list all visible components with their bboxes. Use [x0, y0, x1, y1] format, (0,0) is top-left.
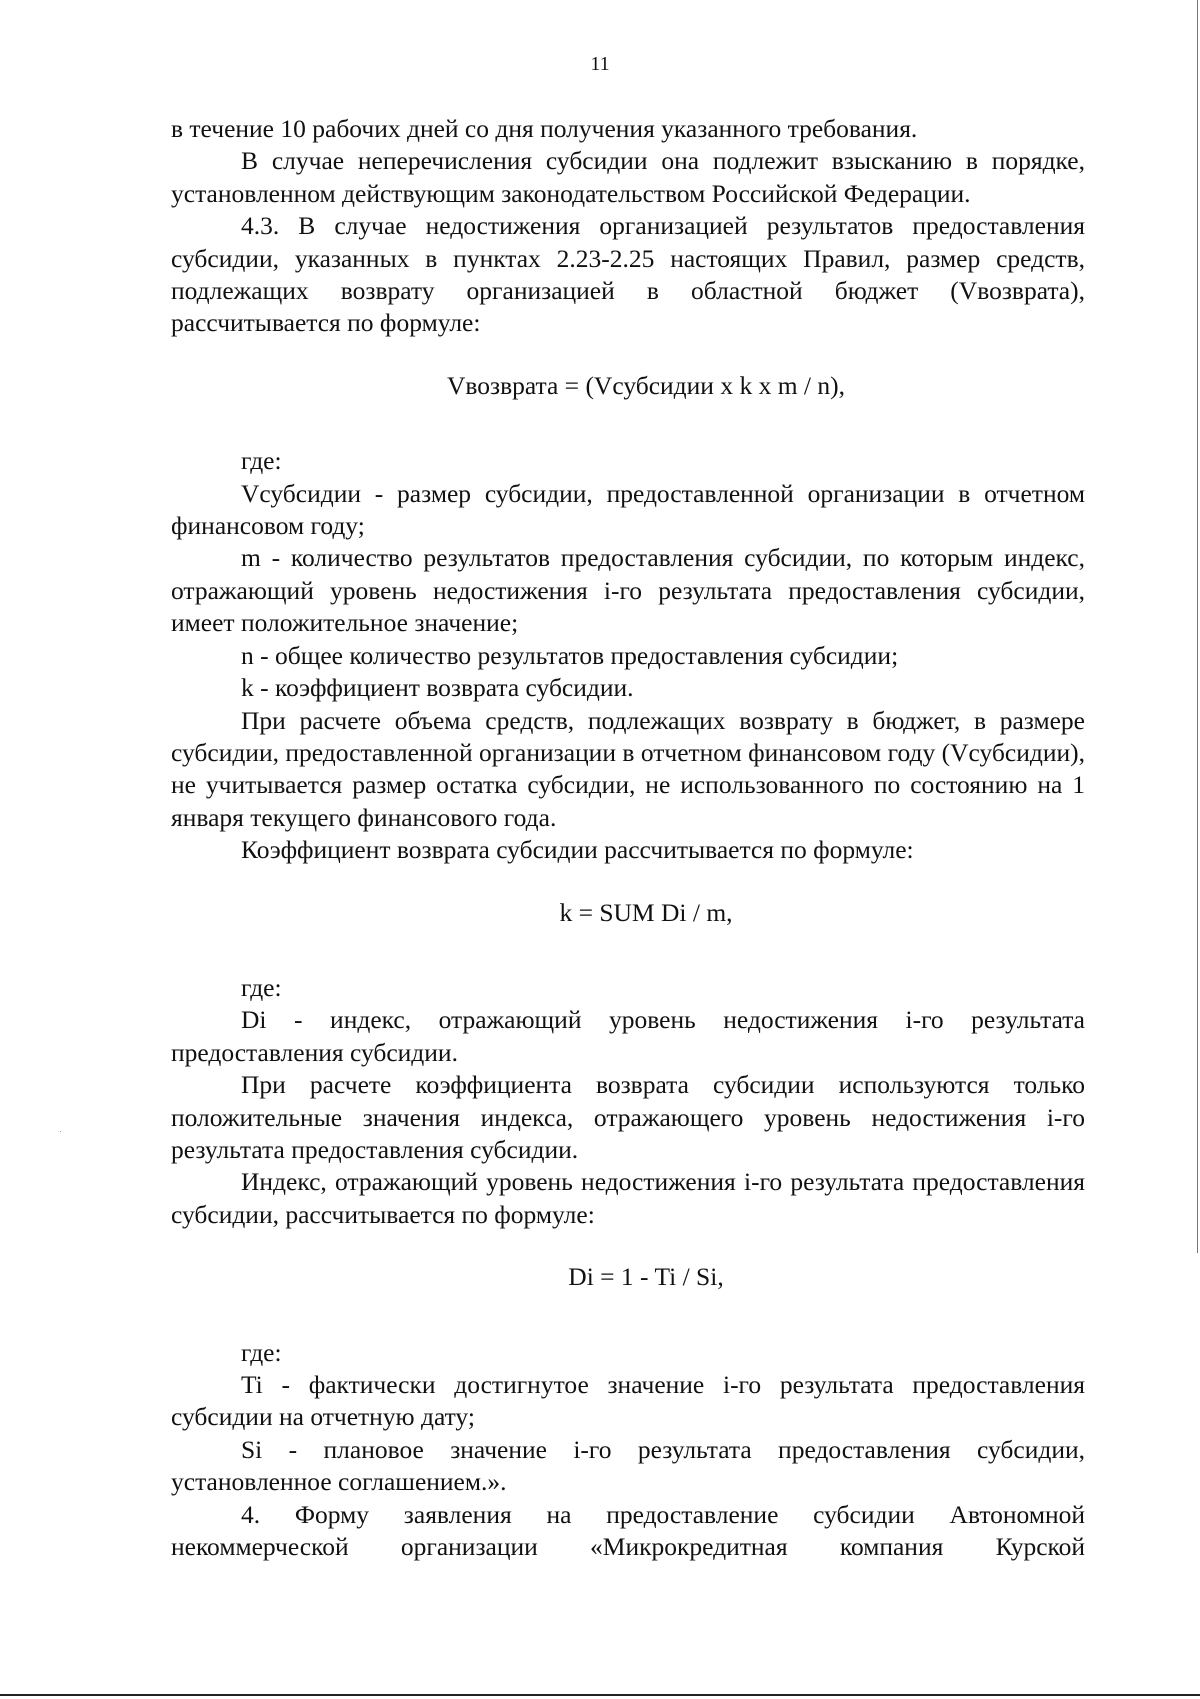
definition-m: m - количество результатов предоставления субсидии, по которым индекс, отражающий уровень недостижения i-го результата предоставления субсидии, имеет положительное значение;: [171, 543, 1085, 638]
scan-speck: [60, 1131, 61, 1132]
scan-edge-line: [0, 1694, 1200, 1696]
definition-k: k - коэффициент возврата субсидии.: [241, 673, 634, 703]
definition-si: Si - плановое значение i-го результата предоставления субсидии, установленное соглашением.».: [171, 1434, 1085, 1497]
formula-k: k = SUM Di / m,: [559, 897, 733, 927]
spacer: [171, 1294, 1085, 1337]
paragraph-clause-4-3: 4.3. В случае недостижения организацией результатов предоставления субсидии, указанных в пунктах 2.23-2.25 настоящих Правил, размер средств, подлежащих возврату организацией в областной бюджет (Vвозврата), рассчитывается по формуле:: [171, 211, 1085, 338]
where-label: где:: [241, 1337, 282, 1367]
scan-edge-line: [1197, 0, 1198, 1253]
paragraph-calculation-note: При расчете объема средств, подлежащих возврату в бюджет, в размере субсидии, предоставленной организации в отчетном финансовом году (Vсубсидии), не учитывается размер остатка субсидии, не использованного по состоянию на 1 января текущего финансового года.: [171, 705, 1085, 832]
spacer: [171, 340, 1085, 370]
formula-di: Di = 1 - Ti / Si,: [568, 1262, 724, 1292]
definition-v-subsidy: Vсубсидии - размер субсидии, предоставленной организации в отчетном финансовом году;: [171, 478, 1085, 541]
definition-n: n - общее количество результатов предоставления субсидии;: [241, 640, 899, 670]
page-number: 11: [590, 53, 610, 75]
where-label: где:: [241, 972, 282, 1002]
formula-v-return: Vвозврата = (Vсубсидии x k x m / n),: [446, 370, 845, 400]
spacer: [171, 867, 1085, 897]
document-body: [171, 113, 1085, 1563]
paragraph-positive-values: При расчете коэффициента возврата субсидии используются только положительные значения индекса, отражающего уровень недостижения i-го результата предоставления субсидии.: [171, 1070, 1085, 1164]
spacer: [171, 1231, 1085, 1261]
spacer: [171, 929, 1085, 972]
paragraph-recovery: В случае неперечисления субсидии она подлежит взысканию в порядке, установленном действующим законодательством Российской Федерации.: [171, 146, 1085, 208]
paragraph-di-formula-intro: Индекс, отражающий уровень недостижения i-го результата предоставления субсидии, рассчитывается по формуле:: [171, 1167, 1085, 1229]
paragraph-item-4: 4. Форму заявления на предоставление субсидии Автономной некоммерческой организации «Микрокредитная компания Курской: [171, 1499, 1085, 1562]
spacer: [171, 402, 1085, 445]
paragraph-k-formula-intro: Коэффициент возврата субсидии рассчитывается по формуле:: [241, 835, 914, 865]
definition-ti: Ti - фактически достигнутое значение i-го результата предоставления субсидии на отчетную дату;: [171, 1370, 1085, 1432]
definition-di: Di - индекс, отражающий уровень недостижения i-го результата предоставления субсидии.: [171, 1005, 1085, 1067]
where-label: где:: [241, 446, 282, 476]
paragraph-continuation: в течение 10 рабочих дней со дня получения указанного требования.: [171, 114, 918, 143]
